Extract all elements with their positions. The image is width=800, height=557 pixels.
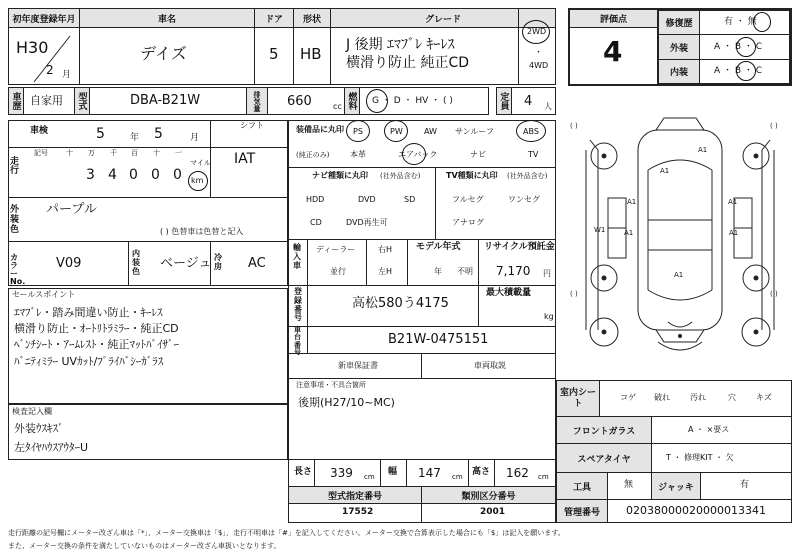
max-load-unit: kg	[544, 312, 554, 321]
jack-value: 有	[740, 480, 750, 490]
width-label: 幅	[388, 467, 398, 477]
navi-cd: CD	[310, 218, 322, 227]
usage-value: 自家用	[30, 94, 63, 107]
caution-line: 後期(H27/10~MC)	[298, 396, 395, 409]
score-header: 評価点	[570, 10, 658, 28]
height-unit: cm	[538, 473, 549, 481]
tv-analog: アナログ	[452, 218, 484, 227]
repair-options: 有 ・ 無	[724, 17, 757, 27]
navi-dvd: DVD	[358, 195, 376, 204]
grade-line2: 横滑り防止 純正CD	[346, 55, 470, 71]
sales-point-1: ｴﾏﾌﾞﾚ・踏み間違い防止・ｷｰﾚｽ	[14, 306, 163, 319]
inspection-year: 5	[96, 126, 105, 142]
dealer-right-h: 右H	[378, 245, 393, 254]
color-no-divider	[128, 241, 129, 286]
chassis-label: 車台番号	[294, 326, 301, 357]
recycle-value: 7,170	[496, 264, 531, 278]
dealer-parallel: 並行	[330, 267, 346, 276]
interior-color-value: ベージュ	[160, 256, 212, 271]
spare-value: T ・ 修理KIT ・ 欠	[666, 453, 734, 462]
mileage-unit-5: 一	[175, 149, 182, 157]
dim-div-4	[468, 459, 469, 487]
inspection-note-2: 左ﾀｲﾔﾊｳｽｱｳﾀｰU	[14, 441, 89, 454]
color-label: 外装色	[10, 205, 20, 235]
svg-text:( ): ( )	[570, 290, 578, 298]
shift-label: シフト	[240, 121, 264, 130]
repair-header: 修復歴	[658, 10, 700, 35]
equip-ps: PS	[353, 127, 363, 136]
shape-header: 形状	[293, 8, 331, 28]
inspection-notes-label: 検査記入欄	[12, 407, 52, 416]
sales-point-3: ﾍﾞﾝﾁｼｰﾄ・ｱｰﾑﾚｽﾄ・純正ﾏｯﾄﾊﾞｲｻﾞｰ	[14, 338, 179, 351]
length-unit: cm	[364, 473, 375, 481]
jack-header: ジャッキ	[651, 472, 701, 500]
footer-line1: 走行距離の記号欄にメーター改ざん車は「*」、メーター交換車は「$」、走行不明車は「#」を記入してください。メーター交換で合算表示した場合にも「$」は記入を願います。	[8, 529, 565, 537]
ac-value: AC	[248, 256, 266, 271]
svg-text:( ): ( )	[570, 122, 578, 130]
displacement-value: 660	[287, 94, 312, 109]
navi-sd: SD	[404, 195, 416, 204]
sales-points-label: セールスポイント	[12, 290, 76, 299]
drive-4wd: 4WD	[529, 61, 549, 70]
dim-div-3	[406, 459, 407, 487]
model-value: DBA-B21W	[130, 93, 201, 108]
spare-header: スペアタイヤ	[556, 443, 652, 473]
car-name: デイズ	[140, 44, 187, 63]
seat-koge: コゲ	[620, 393, 636, 402]
ac-label: 冷房	[214, 253, 222, 271]
car-name-header: 車名	[79, 8, 255, 28]
circle-pw	[384, 120, 408, 142]
color-no-label: カラーNo.	[10, 253, 26, 286]
color-no-row	[8, 241, 288, 286]
equip-airbag: エアバック	[398, 150, 438, 159]
equipment-sublabel: (純正のみ)	[296, 151, 330, 159]
circle-airbag	[402, 143, 426, 165]
mileage-unit-3: 百	[131, 149, 138, 157]
management-value: 02038000020000013341	[626, 504, 766, 517]
displacement-unit: cc	[333, 102, 342, 111]
grade-line1: J 後期 ｴﾏﾌﾞﾚ ｷｰﾚｽ	[346, 37, 455, 53]
circle-interior-b	[736, 61, 756, 81]
seat-yogore: 汚れ	[690, 393, 706, 402]
width-value: 147	[418, 466, 441, 480]
color-note: ( ) 色替車は色替と記入	[160, 227, 244, 236]
dim-div-1	[314, 459, 315, 487]
diagram-mark-5: W1	[594, 226, 606, 234]
capacity-value: 4	[524, 94, 533, 109]
diagram-mark-7: A1	[729, 229, 739, 237]
dim-div-5	[494, 459, 495, 487]
ac-divider	[210, 241, 211, 286]
model-year-label: モデル年式	[416, 242, 461, 252]
shift-value: IAT	[234, 151, 256, 167]
inspection-label: 車検	[30, 126, 49, 136]
diagram-mark-3: A1	[627, 198, 637, 206]
dim-div-2	[380, 459, 381, 487]
svg-text:( ): ( )	[770, 290, 778, 298]
exterior-grades: A ・ B ・ C	[714, 42, 763, 52]
max-load-label: 最大積載量	[486, 288, 532, 298]
reg-month-unit: 月	[62, 70, 72, 80]
length-value: 339	[330, 466, 353, 480]
reg-divider-slash	[30, 32, 80, 84]
mileage-unit-0: 十	[66, 149, 73, 157]
height-value: 162	[506, 466, 529, 480]
doors-value: 5	[269, 45, 279, 63]
navi-hdd: HDD	[306, 195, 325, 204]
mileage-unit-1: 万	[88, 149, 95, 157]
sales-point-4: ﾊﾞﾆﾃｨﾐﾗｰ UVｶｯﾄ/ﾌﾟﾗｲﾊﾞｼｰｶﾞﾗｽ	[14, 355, 164, 368]
seat-kizu: キズ	[756, 393, 772, 402]
caution-block	[288, 378, 556, 460]
model-header: 型式	[74, 87, 90, 115]
dealer-left-h: 左H	[378, 267, 393, 276]
doors-header: ドア	[254, 8, 294, 28]
equip-sunroof: サンルーフ	[455, 127, 494, 136]
diagram-mark-6: A1	[624, 229, 634, 237]
equip-aw: AW	[424, 127, 437, 136]
mileage-unit-4: 十	[153, 149, 160, 157]
mileage-label: 走行	[10, 157, 20, 176]
diagram-mark-8: A1	[674, 271, 684, 279]
interior-grades: A ・ B ・ C	[714, 66, 763, 76]
fuel-header: 燃料	[344, 87, 360, 115]
circle-fuel-g	[366, 89, 388, 113]
navi-label: ナビ種類に丸印	[312, 171, 368, 180]
type-number-header: 型式指定番号	[288, 486, 422, 504]
mileage-digit-1: 4	[108, 167, 117, 183]
footer-line2: また、メーター交換の条件を満たしていないものはメーター改ざん車扱いとなります。	[8, 542, 281, 550]
chassis-value: B21W-0475151	[388, 332, 489, 347]
length-label: 長さ	[294, 467, 313, 477]
diagram-mark-4: A1	[728, 198, 738, 206]
equip-abs: ABS	[523, 127, 539, 136]
tv-label: TV種類に丸印	[446, 171, 498, 180]
reg-era: H30	[16, 38, 49, 57]
equipment-label: 装備品に丸印	[296, 125, 344, 134]
diagram-mark-2: A1	[660, 167, 670, 175]
dealer-dealer: ディーラー	[316, 245, 356, 254]
reg-year-header: 初年度登録年月	[8, 8, 80, 28]
tv-fullseg: フルセグ	[452, 195, 484, 204]
drive-2wd: 2WD	[527, 27, 547, 36]
interior-color-label: 内装色	[132, 249, 140, 276]
color-value: パープル	[46, 202, 97, 217]
navi-dvd-play: DVD再生可	[346, 218, 388, 227]
reg-month: 2	[46, 63, 54, 77]
circle-ps	[346, 120, 370, 142]
equip-navi: ナビ	[470, 150, 486, 159]
displacement-header: 排気量	[246, 87, 268, 115]
car-diagram	[568, 110, 792, 378]
sales-point-2: 横滑り防止・ｵｰﾄﾘﾄﾗﾐﾗｰ・純正CD	[14, 322, 179, 335]
shape-value: HB	[300, 45, 322, 63]
mileage-km-label: km	[191, 176, 204, 185]
seat-header: 室内シート	[556, 380, 600, 417]
capacity-unit: 人	[544, 102, 552, 111]
svg-text:( ): ( )	[770, 122, 778, 130]
management-header: 管理番号	[556, 499, 608, 523]
caution-label: 注意事項・不具合箇所	[296, 381, 366, 389]
usage-header: 車歴	[8, 87, 24, 115]
recycle-label: リサイクル預託金	[484, 242, 555, 252]
diagram-mark-1: A1	[698, 146, 708, 154]
mileage-digit-4: 0	[173, 167, 182, 183]
width-unit: cm	[452, 473, 463, 481]
equip-leather: 本革	[350, 150, 366, 159]
registration-label: 登録番号	[294, 287, 302, 323]
circle-abs	[516, 120, 546, 142]
circle-exterior-b	[736, 37, 756, 57]
model-year-unknown: 不明	[457, 267, 473, 276]
mileage-digit-3: 0	[151, 167, 160, 183]
grade-header: グレード	[330, 8, 556, 28]
circle-repair-none	[753, 12, 771, 32]
inspection-month-unit: 月	[190, 133, 200, 143]
inspection-year-unit: 年	[130, 133, 140, 143]
manual-label: 車両取説	[474, 361, 506, 370]
color-no-value: V09	[56, 256, 82, 271]
dealer-label: 輸入車	[293, 243, 301, 270]
mileage-digit-2: 0	[129, 167, 138, 183]
inspection-note-1: 外装ｳｽｷｽﾞ	[14, 422, 64, 435]
equip-tv: TV	[528, 150, 539, 159]
windshield-header: フロントガラス	[556, 416, 652, 444]
mileage-mile-label: マイル	[190, 159, 211, 167]
type-number-value: 17552	[342, 507, 374, 517]
fuel-options: G ・ D ・ HV ・ ( )	[372, 96, 453, 106]
height-label: 高さ	[472, 467, 491, 477]
windshield-value: A ・ ×要ス	[688, 425, 730, 434]
recycle-unit: 円	[543, 269, 551, 278]
tools-value: 無	[624, 480, 634, 490]
tv-oneseg: ワンセグ	[508, 195, 540, 204]
mileage-mark-label: 記号	[34, 149, 48, 157]
interior-header: 内装	[658, 59, 700, 84]
tv-sub: (社外品含む)	[507, 172, 548, 180]
inspection-month: 5	[154, 126, 163, 142]
model-year-unit: 年	[434, 267, 442, 276]
tools-header: 工具	[556, 472, 608, 500]
mileage-unit-2: 千	[110, 149, 117, 157]
drive-dot: ・	[534, 48, 544, 58]
registration-value: 高松580う4175	[352, 296, 449, 311]
new-car-warranty: 新車保証書	[338, 361, 378, 370]
seat-yabure: 破れ	[654, 393, 670, 402]
class-number-header: 類別区分番号	[421, 486, 556, 504]
class-number-value: 2001	[480, 507, 506, 517]
navi-sub: (社外品含む)	[380, 172, 421, 180]
capacity-header: 定員	[496, 87, 512, 115]
score-value: 4	[603, 35, 623, 68]
seat-ana: 穴	[728, 393, 736, 402]
exterior-header: 外装	[658, 34, 700, 60]
equip-pw: PW	[390, 127, 403, 136]
mileage-digit-0: 3	[86, 167, 95, 183]
